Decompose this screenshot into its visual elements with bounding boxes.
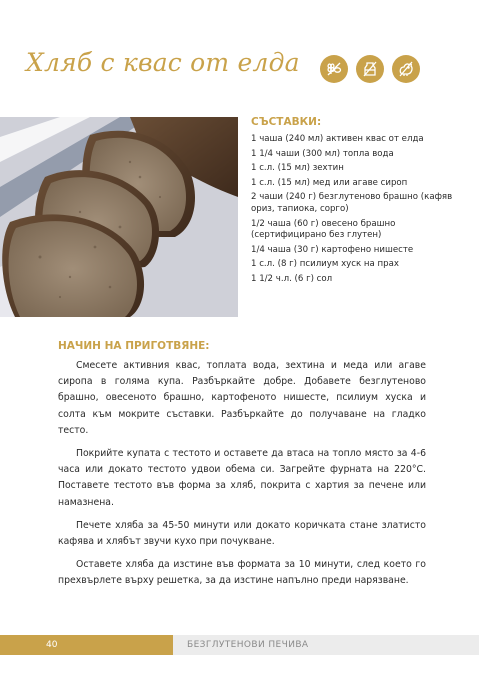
method-paragraph: Оставете хляба да изстине във формата за 10 минути, след което го прехвърлете върху решетка, за да изстине напълно преди нарязване. bbox=[58, 559, 426, 587]
section-title: БЕЗГЛУТЕНОВИ ПЕЧИВА bbox=[187, 640, 309, 650]
ingredient-item: 1 с.л. (8 г) псилиум хуск на прах bbox=[251, 259, 399, 270]
recipe-title: Хляб с квас от елда bbox=[26, 48, 300, 77]
dietary-badges bbox=[320, 55, 420, 83]
ingredient-item: 1/2 чаша (60 г) овесено брашно (сертифицирано без глутен) bbox=[251, 218, 396, 241]
ingredient-item: 2 чаши (240 г) безглутеново брашно (кафяв ориз, тапиока, сорго) bbox=[251, 192, 453, 214]
method-paragraph: Печете хляба за 45-50 минути или докато коричката стане златисто кафява и хлябът звучи кухо при почукване. bbox=[58, 519, 426, 548]
ingredients-heading: СЪСТАВКИ: bbox=[251, 116, 322, 128]
no-dairy-icon bbox=[356, 55, 384, 83]
ingredient-item: 1 1/2 ч.л. (6 г) сол bbox=[251, 273, 333, 284]
ingredient-item: 1 чаша (240 мл) активен квас от елда bbox=[251, 134, 424, 144]
method-paragraph: Покрийте купата с тестото и оставете да втаса на топло място за 4-6 часа или докато тестото удвои обема си. Загрейте фурната на 220°C. Поставете тестото във форма за хляб, покрита с хартия за печене или намазнена. bbox=[58, 448, 426, 508]
method-paragraph: Смесете активния квас, топлата вода, зехтина и меда или агаве сиропа в голяма купа. Разбъркайте добре. Добавете безглутеново брашно, овесеното брашно, картофеното нишесте, псилиум хуска и солта към мокрите съставки. Разбъркайте до получаване на гладко тесто. bbox=[58, 360, 426, 436]
ingredients-list bbox=[251, 134, 456, 289]
ingredient-item: 1 1/4 чаши (300 мл) топла вода bbox=[251, 148, 394, 159]
ingredient-item: 1/4 чаша (30 г) картофено нишесте bbox=[251, 244, 414, 255]
page-number: 40 bbox=[0, 635, 173, 655]
method-text bbox=[58, 358, 426, 597]
page-footer bbox=[0, 635, 479, 655]
bread-photo bbox=[0, 117, 238, 317]
method-heading: НАЧИН НА ПРИГОТВЯНЕ: bbox=[58, 340, 210, 352]
no-grain-icon bbox=[320, 55, 348, 83]
no-egg-chicken-icon bbox=[392, 55, 420, 83]
ingredient-item: 1 с.л. (15 мл) зехтин bbox=[251, 163, 344, 174]
ingredient-item: 1 с.л. (15 мл) мед или агаве сироп bbox=[251, 177, 408, 188]
